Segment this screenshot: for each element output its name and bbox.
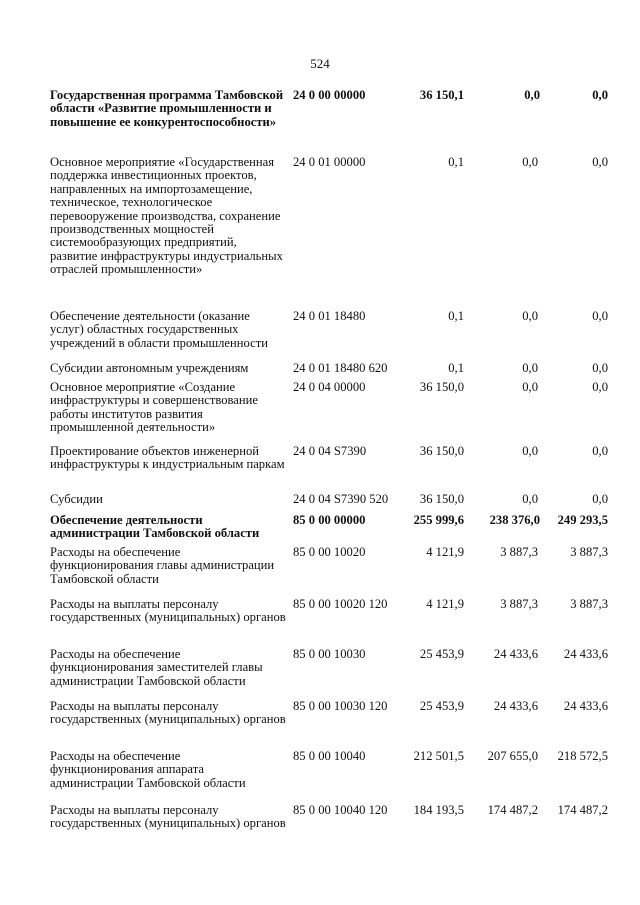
row-code: 24 0 01 00000 xyxy=(293,155,366,169)
row-value-1: 0,1 xyxy=(448,361,464,375)
row-name: Основное мероприятие «Государственная поддержка инвестиционных проектов, направленных на импортозамещение, техническое, технологическое перевооружение производства, сохранение производственных мощностей системообразующих предприятий, развитие инфраструктуры индустриальных отраслей промышленности» xyxy=(50,155,283,277)
row-name: Субсидии автономным учреждениям xyxy=(50,361,249,375)
table-row xyxy=(0,514,640,546)
row-value-1: 36 150,0 xyxy=(419,444,464,458)
table-row xyxy=(0,493,640,514)
row-code: 24 0 01 18480 620 xyxy=(293,361,388,375)
row-name: Основное мероприятие «Создание инфраструктуры и совершенствование работы институтов развития промышленной деятельности» xyxy=(50,380,258,435)
row-value-2: 0,0 xyxy=(522,309,538,323)
row-value-1: 36 150,0 xyxy=(419,380,464,394)
row-value-1: 4 121,9 xyxy=(426,545,464,559)
row-value-3: 218 572,5 xyxy=(557,749,608,763)
row-code: 24 0 04 S7390 xyxy=(293,444,367,458)
row-value-2: 174 487,2 xyxy=(487,803,538,817)
table-row xyxy=(0,310,640,362)
row-value-3: 0,0 xyxy=(592,155,608,169)
row-value-1: 36 150,0 xyxy=(419,492,464,506)
table-row xyxy=(0,445,640,493)
page-number: 524 xyxy=(310,56,330,71)
row-name: Расходы на обеспечение функционирования аппарата администрации Тамбовской области xyxy=(50,749,246,790)
row-value-1: 184 193,5 xyxy=(413,803,464,817)
row-name: Проектирование объектов инженерной инфраструктуры к индустриальным паркам xyxy=(50,444,285,472)
row-value-3: 249 293,5 xyxy=(557,513,608,527)
row-code: 85 0 00 00000 xyxy=(293,513,366,527)
row-value-3: 174 487,2 xyxy=(557,803,608,817)
row-value-2: 24 433,6 xyxy=(493,699,538,713)
row-name: Субсидии xyxy=(50,492,103,506)
row-value-2: 0,0 xyxy=(522,155,538,169)
row-value-3: 0,0 xyxy=(592,492,608,506)
row-value-1: 25 453,9 xyxy=(419,647,464,661)
row-value-3: 0,0 xyxy=(592,309,608,323)
table-row xyxy=(0,362,640,381)
table-row xyxy=(0,598,640,648)
row-value-2: 207 655,0 xyxy=(487,749,538,763)
table-row xyxy=(0,750,640,804)
row-name: Расходы на обеспечение функционирования главы администрации Тамбовской области xyxy=(50,545,275,586)
row-name: Расходы на выплаты персоналу государственных (муниципальных) органов xyxy=(50,699,286,727)
row-value-3: 0,0 xyxy=(592,444,608,458)
table-row xyxy=(0,546,640,598)
row-value-2: 0,0 xyxy=(522,444,538,458)
row-code: 24 0 04 00000 xyxy=(293,380,366,394)
row-code: 24 0 01 18480 xyxy=(293,309,366,323)
row-code: 85 0 00 10040 xyxy=(293,749,366,763)
row-name: Расходы на выплаты персоналу государственных (муниципальных) органов xyxy=(50,803,286,831)
table-row xyxy=(0,89,640,156)
row-code: 85 0 00 10030 xyxy=(293,647,366,661)
table-row xyxy=(0,804,640,854)
row-value-3: 3 887,3 xyxy=(570,597,608,611)
table-row xyxy=(0,648,640,700)
row-code: 24 0 04 S7390 520 xyxy=(293,492,389,506)
row-value-2: 0,0 xyxy=(522,380,538,394)
table-row xyxy=(0,156,640,310)
row-code: 85 0 00 10020 120 xyxy=(293,597,388,611)
row-value-3: 3 887,3 xyxy=(570,545,608,559)
row-value-3: 24 433,6 xyxy=(563,647,608,661)
row-code: 24 0 00 00000 xyxy=(293,88,366,102)
row-name: Государственная программа Тамбовской области «Развитие промышленности и повышение ее конкурентоспособности» xyxy=(50,88,284,129)
row-value-3: 0,0 xyxy=(592,88,608,102)
row-value-2: 3 887,3 xyxy=(500,597,538,611)
row-value-2: 3 887,3 xyxy=(500,545,538,559)
row-value-3: 24 433,6 xyxy=(563,699,608,713)
row-code: 85 0 00 10020 xyxy=(293,545,366,559)
row-value-2: 0,0 xyxy=(522,361,538,375)
row-value-1: 25 453,9 xyxy=(419,699,464,713)
row-value-2: 0,0 xyxy=(524,88,540,102)
budget-table xyxy=(0,89,640,854)
table-row xyxy=(0,700,640,750)
row-value-1: 212 501,5 xyxy=(413,749,464,763)
row-value-3: 0,0 xyxy=(592,361,608,375)
row-name: Обеспечение деятельности администрации Тамбовской области xyxy=(50,513,260,541)
row-code: 85 0 00 10040 120 xyxy=(293,803,388,817)
row-value-1: 4 121,9 xyxy=(426,597,464,611)
row-name: Обеспечение деятельности (оказание услуг) областных государственных учреждений в области промышленности xyxy=(50,309,268,350)
row-value-3: 0,0 xyxy=(592,380,608,394)
row-name: Расходы на выплаты персоналу государственных (муниципальных) органов xyxy=(50,597,286,625)
row-value-2: 238 376,0 xyxy=(489,513,540,527)
row-value-2: 0,0 xyxy=(522,492,538,506)
row-value-1: 0,1 xyxy=(448,309,464,323)
row-value-2: 24 433,6 xyxy=(493,647,538,661)
row-value-1: 255 999,6 xyxy=(413,513,464,527)
row-value-1: 0,1 xyxy=(448,155,464,169)
row-name: Расходы на обеспечение функционирования заместителей главы администрации Тамбовской области xyxy=(50,647,263,688)
table-row xyxy=(0,381,640,445)
row-value-1: 36 150,1 xyxy=(419,88,464,102)
row-code: 85 0 00 10030 120 xyxy=(293,699,388,713)
